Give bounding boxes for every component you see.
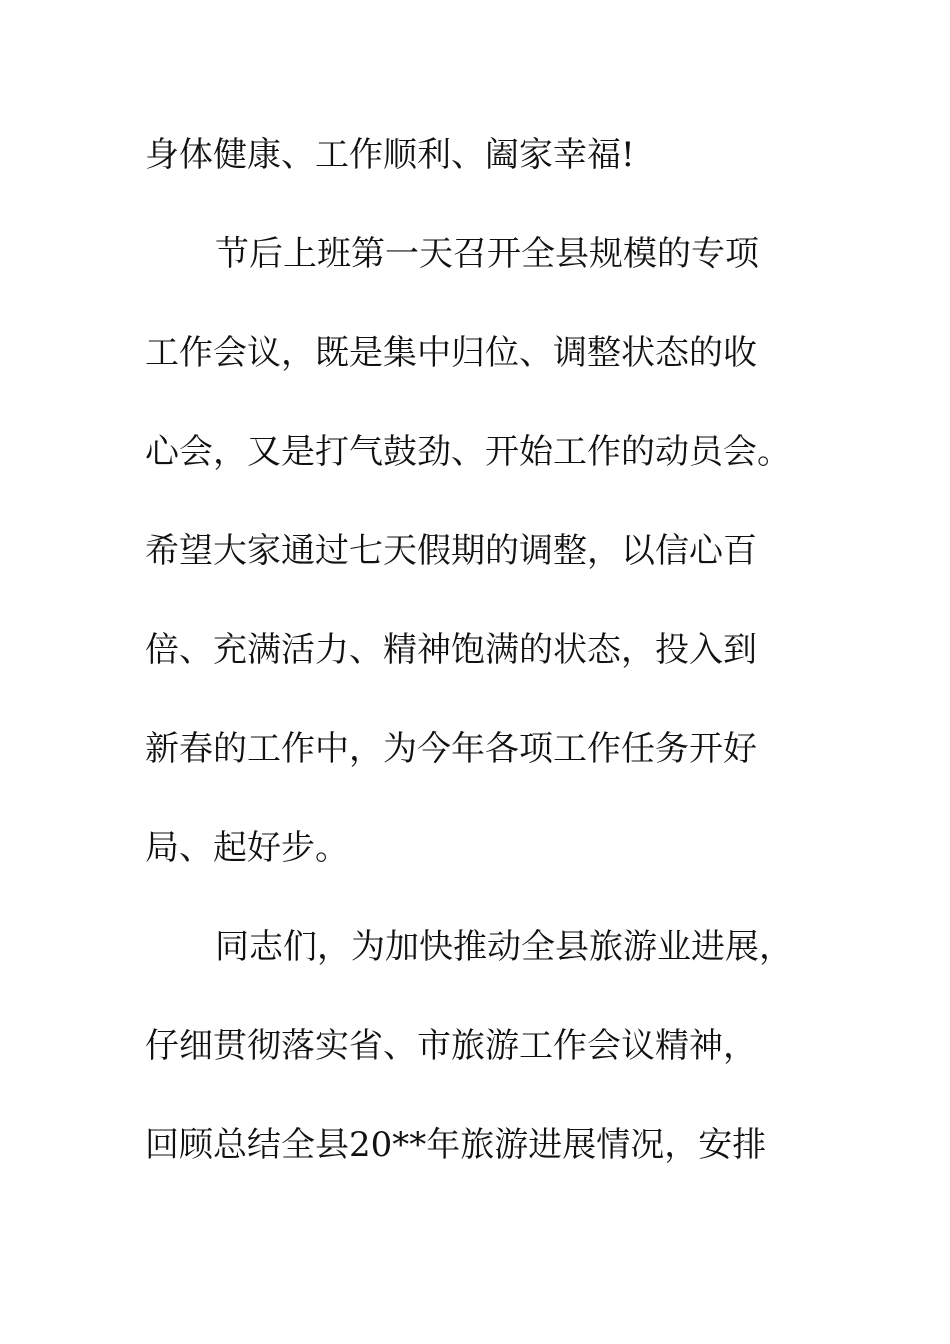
text-line-9: 同志们，为加快推动全县旅游业进展， — [215, 927, 793, 967]
text-line-1: 身体健康、工作顺利、阖家幸福! — [145, 135, 635, 175]
text-line-10: 仔细贯彻落实省、市旅游工作会议精神， — [145, 1026, 757, 1066]
text-line-11: 回顾总结全县20**年旅游进展情况，安排 — [145, 1125, 767, 1165]
text-line-4: 心会，又是打气鼓劲、开始工作的动员会。 — [145, 432, 791, 472]
text-line-5: 希望大家通过七天假期的调整，以信心百 — [145, 531, 757, 571]
text-line-3: 工作会议，既是集中归位、调整状态的收 — [145, 333, 757, 373]
text-line-7: 新春的工作中，为今年各项工作任务开好 — [145, 729, 757, 769]
text-line-8: 局、起好步。 — [145, 828, 349, 868]
text-line-2: 节后上班第一天召开全县规模的专项 — [215, 234, 759, 274]
text-line-6: 倍、充满活力、精神饱满的状态，投入到 — [145, 630, 757, 670]
document-body — [145, 120, 805, 1209]
